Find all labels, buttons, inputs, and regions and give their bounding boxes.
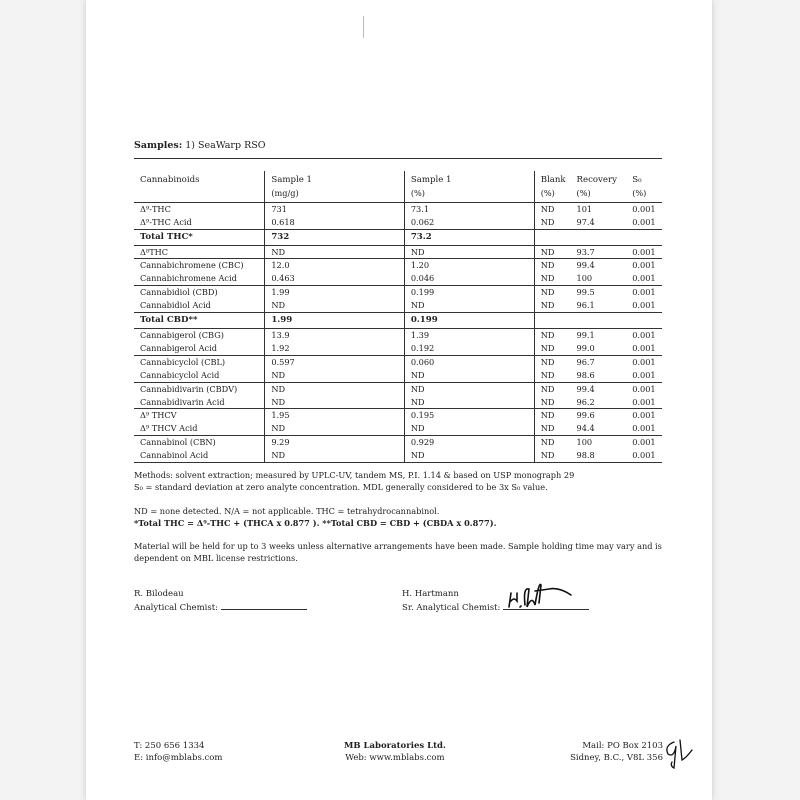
cell-s0: 0.001 (632, 356, 656, 367)
cell-pct: ND (404, 369, 534, 382)
cell-mg: ND (265, 422, 405, 435)
cell-blank: ND (534, 355, 570, 368)
cell-blank: ND (534, 396, 570, 409)
cell-name: Cannabigerol (CBG) (140, 329, 224, 340)
cell-s0: 0.001 (632, 273, 656, 284)
page-crease (363, 16, 364, 38)
cell-mg: 1.95 (265, 409, 405, 422)
cell-pct: ND (404, 396, 534, 409)
table-row (134, 409, 662, 422)
cell-mg: 9.29 (265, 436, 405, 449)
cell-pct: 0.199 (404, 313, 534, 329)
cell-blank: ND (534, 382, 570, 395)
cell-pct: 0.192 (404, 342, 534, 355)
left-signer-title: Analytical Chemist: (134, 603, 219, 613)
cell-recovery: 99.5 (576, 287, 595, 298)
cell-name: Total THC* (134, 229, 265, 245)
footer-mail (565, 740, 663, 764)
footer-company-name: MB Laboratories Ltd. (344, 741, 446, 751)
cell-recovery: 98.8 (571, 449, 627, 462)
table-header-row (134, 171, 662, 187)
cell-blank: ND (534, 202, 570, 215)
cell-mg: 12.0 (265, 259, 405, 272)
cannabinoid-results-table (134, 171, 662, 463)
cell-name: Cannabidivarin Acid (140, 396, 225, 407)
methods-text (134, 469, 574, 493)
header-blank: Blank (534, 171, 570, 187)
cell-blank: ND (534, 216, 570, 229)
top-rule (134, 158, 662, 159)
cell-s0: 0.001 (632, 246, 656, 257)
notes-line-1: ND = none detected. N/A = not applicable. THC = tetrahydrocannabinol. (134, 506, 440, 516)
table-row (134, 259, 662, 272)
cell-pct: ND (404, 245, 534, 259)
cell-pct: 1.39 (404, 328, 534, 341)
table-header-units-row (134, 187, 662, 202)
table-row (134, 286, 662, 299)
table-row (134, 216, 662, 229)
table-row (134, 245, 662, 259)
unit-pct: (%) (404, 187, 534, 202)
notes-text (134, 505, 496, 529)
cell-s0: 0.001 (632, 342, 656, 353)
cell-blank: ND (534, 245, 570, 259)
cell-name: Cannabicyclol (CBL) (140, 356, 226, 367)
footer-phone: T: 250 656 1334 (134, 741, 205, 751)
cell-s0: 0.001 (632, 437, 656, 448)
cell-s0: 0.001 (632, 369, 656, 380)
cell-recovery: 99.1 (576, 329, 595, 340)
header-recovery: Recovery (576, 175, 617, 185)
cell-mg: 0.463 (265, 272, 405, 285)
footer-email: E: info@mblabs.com (134, 753, 223, 763)
header-cannabinoids: Cannabinoids (140, 175, 200, 185)
cell-blank: ND (534, 299, 570, 312)
cell-blank: ND (534, 286, 570, 299)
left-signer-name: R. Bilodeau (134, 589, 184, 599)
cell-blank: ND (534, 436, 570, 449)
cell-name: Cannabicyclol Acid (140, 369, 220, 380)
cell-recovery: 101 (576, 203, 593, 214)
cell-recovery: 99.0 (576, 342, 595, 353)
cell-mg: ND (265, 449, 405, 462)
cell-recovery: 100 (576, 437, 593, 448)
cell-blank: ND (534, 328, 570, 341)
left-signature-block (134, 588, 307, 614)
table-row (134, 355, 662, 368)
methods-line-1: Methods: solvent extraction; measured by UPLC-UV, tandem MS, P.I. 1.14 & based on USP monograph 29 (134, 470, 575, 480)
cell-mg: ND (265, 396, 405, 409)
notes-line-2: *Total THC = Δ⁹-THC + (THCA x 0.877 ). **Total CBD = CBD + (CBDA x 0.877). (134, 518, 497, 529)
table-row (134, 272, 662, 285)
footer-company (344, 740, 446, 764)
cell-pct: ND (404, 382, 534, 395)
cell-blank: ND (534, 272, 570, 285)
cell-mg: 1.99 (265, 313, 405, 329)
cell-recovery: 94.4 (576, 423, 595, 434)
cell-recovery: 98.6 (576, 369, 595, 380)
table-row (134, 202, 662, 215)
cell-pct: 73.1 (404, 202, 534, 215)
cell-s0: 0.001 (632, 423, 656, 434)
cell-recovery: 93.7 (576, 246, 595, 257)
cell-name: Δ⁹ THCV Acid (140, 423, 198, 434)
cell-s0: 0.001 (632, 383, 656, 394)
cell-name: Δ⁸THC (140, 246, 169, 257)
cell-blank: ND (534, 422, 570, 435)
holding-note: Material will be held for up to 3 weeks unless alternative arrangements have been made. Sample holding time may vary and is dependent on MBL license restrictions. (134, 541, 662, 564)
cell-pct: 0.046 (404, 272, 534, 285)
cell-pct: 0.929 (404, 436, 534, 449)
table-row (134, 342, 662, 355)
cell-name: Cannabidiol (CBD) (140, 287, 218, 298)
cell-pct: 0.195 (404, 409, 534, 422)
cell-recovery (571, 229, 627, 245)
total-row (134, 313, 662, 329)
table-row (134, 436, 662, 449)
cell-recovery: 100 (576, 273, 593, 284)
cell-mg: ND (265, 369, 405, 382)
cell-blank: ND (534, 409, 570, 422)
cell-recovery: 96.7 (576, 356, 595, 367)
cell-recovery: 96.1 (576, 300, 595, 311)
cell-recovery (571, 313, 627, 329)
table-row (134, 299, 662, 312)
cell-mg: ND (265, 382, 405, 395)
unit-s0: (%) (626, 187, 662, 202)
cell-mg: 0.618 (265, 216, 405, 229)
cell-blank: ND (534, 449, 570, 462)
cell-s0: 0.001 (632, 396, 656, 407)
cell-s0: 0.001 (632, 216, 656, 227)
cell-pct: 0.060 (404, 355, 534, 368)
table-row (134, 396, 662, 409)
cell-blank: ND (534, 259, 570, 272)
cell-mg: 731 (265, 202, 405, 215)
cell-blank: ND (534, 369, 570, 382)
cell-mg: 0.597 (265, 355, 405, 368)
footer-mail-line: Mail: PO Box 2103 (582, 741, 663, 751)
cell-pct: 0.062 (404, 216, 534, 229)
cell-mg: 1.99 (265, 286, 405, 299)
cell-name: Cannabinol Acid (134, 449, 265, 462)
cell-recovery: 96.2 (576, 396, 595, 407)
cell-name: Cannabidiol Acid (140, 300, 211, 311)
cell-s0: 0.001 (632, 287, 656, 298)
cell-name: Δ⁹-THC (140, 203, 171, 214)
right-signer-title: Sr. Analytical Chemist: (402, 603, 501, 613)
cell-name: Cannabidivarin (CBDV) (140, 383, 238, 394)
handwritten-signature (505, 575, 585, 611)
unit-blank: (%) (534, 187, 570, 202)
total-row (134, 229, 662, 245)
cell-pct: 1.20 (404, 259, 534, 272)
header-sample1-pct: Sample 1 (404, 171, 534, 187)
cell-mg: ND (265, 299, 405, 312)
table-row (134, 422, 662, 435)
cell-s0: 0.001 (632, 410, 656, 421)
table-row (134, 328, 662, 341)
cell-mg: 732 (265, 229, 405, 245)
cell-mg: 13.9 (265, 328, 405, 341)
header-sample1-mg: Sample 1 (265, 171, 405, 187)
cell-recovery: 99.6 (576, 410, 595, 421)
footer-web: Web: www.mblabs.com (345, 753, 445, 763)
samples-value: 1) SeaWarp RSO (185, 140, 266, 151)
header-s0: S₀ (632, 175, 642, 185)
cell-mg: ND (265, 245, 405, 259)
cell-name: Cannabichromene Acid (140, 273, 237, 284)
cell-blank (534, 313, 570, 329)
unit-recovery: (%) (571, 187, 627, 202)
cell-name: Cannabigerol Acid (140, 342, 217, 353)
cell-s0 (626, 313, 662, 329)
cell-name: Cannabinol (CBN) (140, 437, 216, 448)
cell-recovery: 99.4 (576, 260, 595, 271)
cell-mg: 1.92 (265, 342, 405, 355)
table-row (134, 382, 662, 395)
cell-pct: 0.199 (404, 286, 534, 299)
cell-s0: 0.001 (632, 329, 656, 340)
left-signature-line (221, 600, 307, 610)
methods-line-2: S₀ = standard deviation at zero analyte concentration. MDL generally considered to be 3x S₀ value. (134, 482, 548, 493)
cell-s0: 0.001 (632, 300, 656, 311)
cell-name: Cannabichromene (CBC) (140, 260, 244, 271)
cell-name: Δ⁹-THC Acid (140, 216, 192, 227)
cell-pct: ND (404, 299, 534, 312)
unit-mg: (mg/g) (265, 187, 405, 202)
cell-s0: 0.001 (632, 260, 656, 271)
footer-contact (134, 740, 222, 764)
cell-name: Total CBD** (134, 313, 265, 329)
cell-s0: 0.001 (632, 203, 656, 214)
cell-s0: 0.001 (626, 449, 662, 462)
samples-line (134, 140, 266, 151)
cell-name: Δ⁹ THCV (140, 410, 177, 421)
cell-s0 (626, 229, 662, 245)
cell-pct: 73.2 (404, 229, 534, 245)
cell-blank (534, 229, 570, 245)
cell-recovery: 97.4 (576, 216, 595, 227)
right-signer-name: H. Hartmann (402, 589, 459, 599)
cell-recovery: 99.4 (576, 383, 595, 394)
samples-label: Samples: (134, 140, 183, 151)
table-row (134, 449, 662, 462)
cell-pct: ND (404, 449, 534, 462)
table-row (134, 369, 662, 382)
footer-city: Sidney, B.C., V8L 356 (570, 753, 663, 763)
cell-blank: ND (534, 342, 570, 355)
cell-pct: ND (404, 422, 534, 435)
handwritten-initials (660, 736, 696, 772)
